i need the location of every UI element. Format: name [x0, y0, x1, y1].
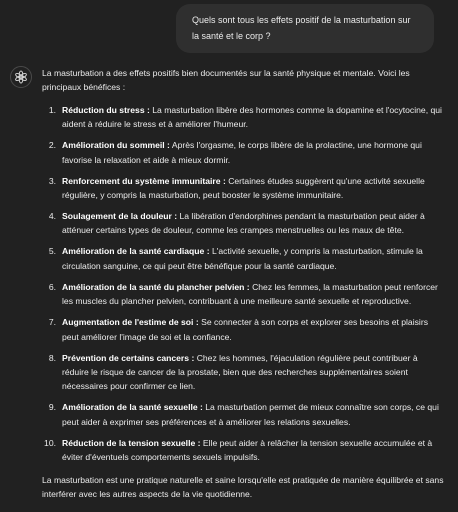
list-item-body — [62, 315, 444, 344]
list-item-title: Soulagement de la douleur : — [62, 211, 178, 222]
list-item-number: 8. — [48, 352, 56, 363]
list-item-title: Amélioration de la santé cardiaque : — [62, 246, 210, 257]
list-item-title: Réduction de la tension sexuelle : — [62, 437, 201, 448]
list-item-number: 9. — [48, 402, 56, 413]
list-item-text: La masturbation libère des hormones comme la dopamine et l'ocytocine, qui aident à réduire le stress et à améliorer l'humeur. — [62, 104, 442, 130]
list-item-body — [62, 138, 444, 167]
list-item-title: Prévention de certains cancers : — [62, 352, 195, 363]
list-item-number: 4. — [48, 211, 56, 222]
list-item-body — [62, 244, 444, 273]
list-item-text: Chez les femmes, la masturbation peut renforcer les muscles du plancher pelvien, contribuant à une meilleure santé sexuelle et reproductive. — [62, 281, 438, 307]
assistant-intro: La masturbation a des effets positifs bien documentés sur la santé physique et mentale. Voici les principaux bénéfices : — [42, 68, 410, 93]
list-item-title: Amélioration du sommeil : — [62, 140, 170, 151]
list-item-body — [62, 351, 444, 394]
list-item-text: Après l'orgasme, le corps libère de la prolactine, une hormone qui favorise la relaxation et aide à mieux dormir. — [62, 140, 422, 165]
user-message-bubble: Quels sont tous les effets positif de la masturbation sur la santé et le corp ? — [176, 4, 434, 53]
list-item-number: 7. — [48, 317, 56, 328]
benefits-list — [42, 103, 444, 465]
list-item-body — [62, 436, 444, 465]
list-item-title: Amélioration de la santé du plancher pelvien : — [62, 281, 250, 292]
list-item-number: 2. — [48, 140, 56, 151]
list-item-title: Augmentation de l'estime de soi : — [62, 317, 199, 328]
list-item — [42, 351, 444, 394]
list-item — [42, 209, 444, 238]
list-item-number: 10. — [44, 437, 56, 448]
list-item-body — [62, 209, 444, 238]
list-item — [42, 244, 444, 273]
list-item — [42, 436, 444, 465]
list-item — [42, 103, 444, 132]
assistant-message-content — [42, 64, 444, 502]
list-item-text: Chez les hommes, l'éjaculation régulière peut contribuer à réduire le risque de cancer de la prostate, bien que des recherches supplémentaires soient nécessaires pour confirmer ce lien. — [62, 352, 418, 392]
list-item-body — [62, 400, 444, 429]
list-item-text: La masturbation permet de mieux connaître son corps, ce qui peut aider à exprimer ses préférences et à améliorer les relations sexuelles. — [62, 402, 439, 427]
list-item-number: 6. — [48, 281, 56, 292]
list-item-title: Renforcement du système immunitaire : — [62, 175, 226, 186]
list-item-text: La libération d'endorphines pendant la masturbation peut aider à atténuer certains types de douleur, comme les crampes menstruelles ou les maux de tête. — [62, 211, 425, 236]
list-item-text: Certaines études suggèrent qu'une activité sexuelle régulière, y compris la masturbation, peut booster le système immunitaire. — [62, 175, 425, 201]
list-item-title: Amélioration de la santé sexuelle : — [62, 402, 203, 413]
list-item — [42, 174, 444, 203]
list-item-body — [62, 174, 444, 203]
list-item-text: L'activité sexuelle, y compris la masturbation, stimule la circulation sanguine, ce qui peut être bénéfique pour la santé cardiaque. — [62, 246, 423, 271]
assistant-conclusion: La masturbation est une pratique naturelle et saine lorsqu'elle est pratiquée de manière équilibrée et sans interférer avec les autres aspects de la vie quotidienne. — [42, 474, 444, 500]
list-item — [42, 138, 444, 167]
user-message-row — [0, 4, 434, 53]
list-item — [42, 280, 444, 309]
list-item-text: Se connecter à son corps et explorer ses besoins et plaisirs peut améliorer l'image de soi et la confiance. — [62, 317, 428, 342]
list-item-number: 5. — [48, 246, 56, 257]
list-item — [42, 400, 444, 429]
list-item-number: 1. — [48, 104, 56, 115]
list-item-number: 3. — [48, 175, 56, 186]
list-item-title: Réduction du stress : — [62, 104, 150, 115]
list-item-text: Elle peut aider à relâcher la tension sexuelle accumulée et à éviter d'éventuels comportements sexuels impulsifs. — [62, 437, 433, 463]
list-item-body — [62, 280, 444, 309]
list-item-body — [62, 103, 444, 132]
assistant-message — [10, 64, 444, 502]
chatgpt-logo-icon — [10, 66, 32, 88]
list-item — [42, 315, 444, 344]
